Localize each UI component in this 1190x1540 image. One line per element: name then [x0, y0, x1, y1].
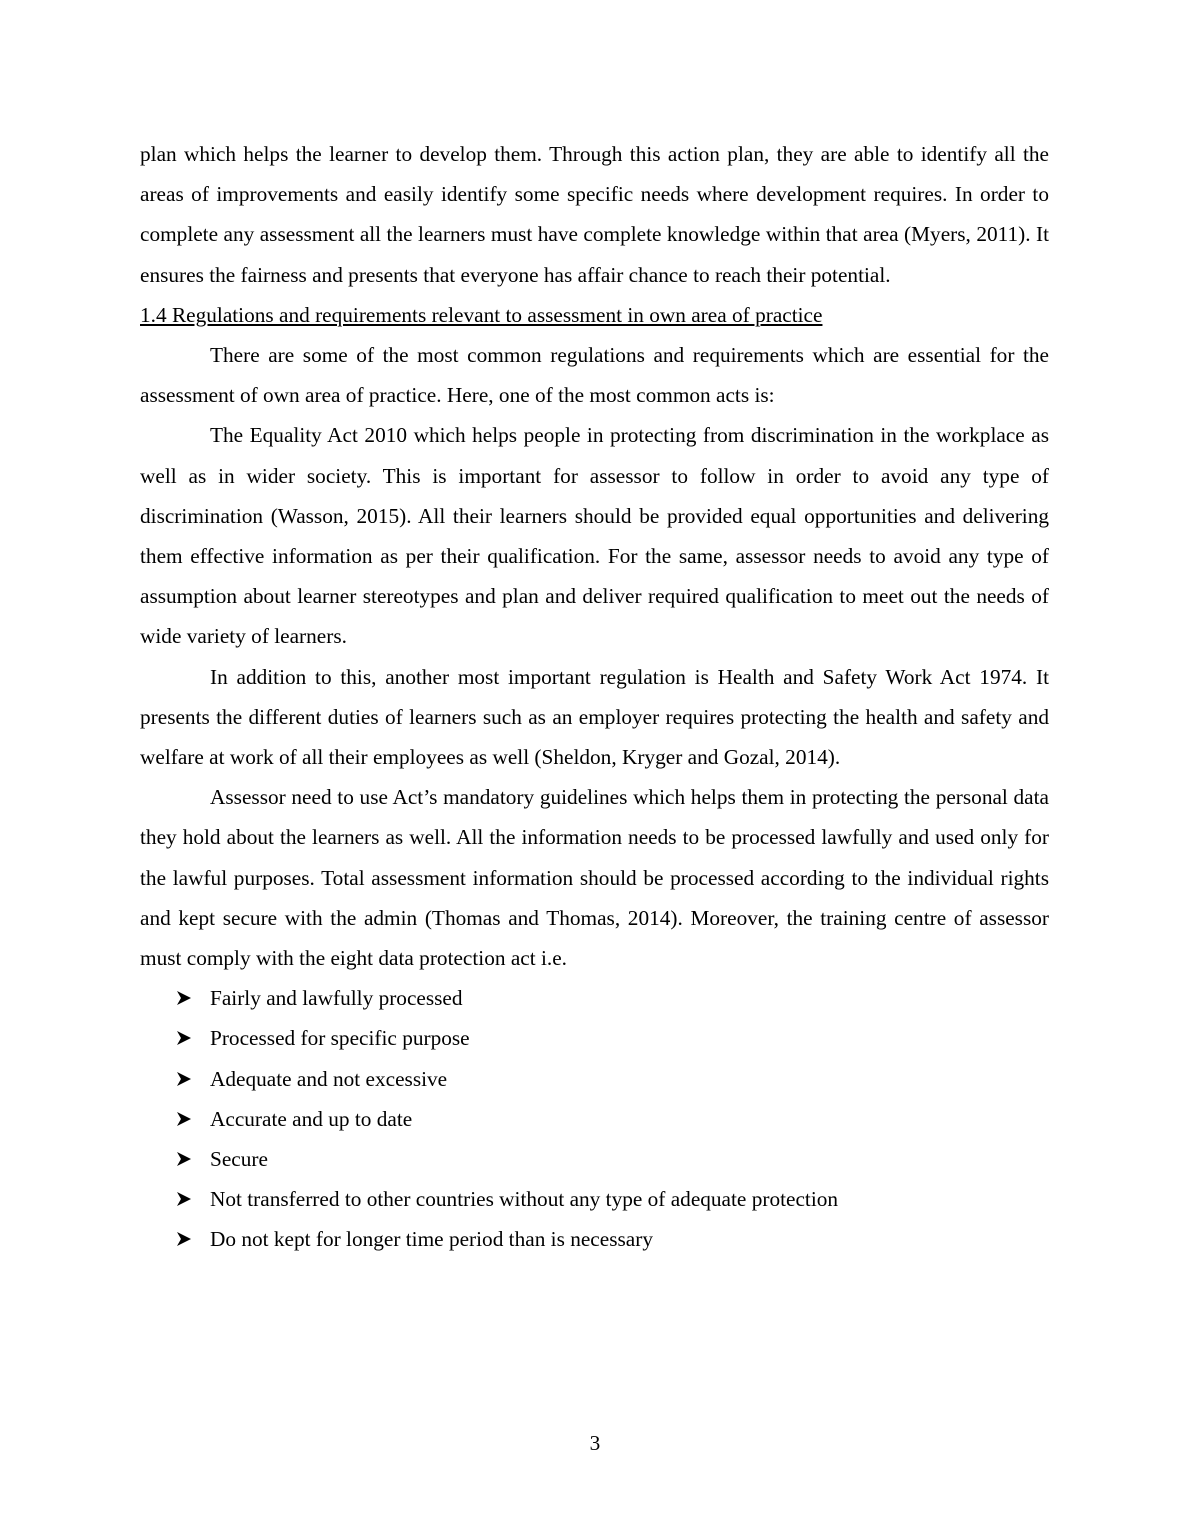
arrowhead-bullet-icon	[176, 1099, 196, 1139]
arrowhead-bullet-icon	[176, 1139, 196, 1179]
paragraph-continuation: plan which helps the learner to develop them. Through this action plan, they are able to identify all the areas of improvements and easily identify some specific needs where development requires. In order to complete any assessment all the learners must have complete knowledge within that area (Myers, 2011). It ensures the fairness and presents that everyone has affair chance to reach their potential.	[140, 142, 1049, 287]
arrowhead-bullet-icon	[176, 1059, 196, 1099]
arrowhead-bullet-icon	[176, 1018, 196, 1058]
page-number: 3	[589, 1431, 601, 1455]
paragraph-data-protection: Assessor need to use Act’s mandatory guidelines which helps them in protecting the personal data they hold about the learners as well. All the information needs to be processed lawfully and used only for the lawful purposes. Total assessment information should be processed according to the individual rights and kept secure with the admin (Thomas and Thomas, 2014). Moreover, the training centre of assessor must comply with the eight data protection act i.e.	[140, 785, 1049, 971]
list-item	[140, 1139, 1049, 1179]
section-heading: 1.4 Regulations and requirements relevant to assessment in own area of practice	[140, 302, 823, 327]
list-item-text: Do not kept for longer time period than is necessary	[210, 1227, 653, 1252]
bullet-list	[140, 978, 1049, 1259]
paragraph-intro: There are some of the most common regulations and requirements which are essential for the assessment of own area of practice. Here, one of the most common acts is:	[140, 343, 1049, 408]
list-item-text: Not transferred to other countries without any type of adequate protection	[210, 1187, 839, 1212]
list-item	[140, 1219, 1049, 1259]
list-item	[140, 1059, 1049, 1099]
list-item	[140, 1018, 1049, 1058]
arrowhead-bullet-icon	[176, 978, 196, 1018]
arrowhead-bullet-icon	[176, 1219, 196, 1259]
paragraph-health-safety: In addition to this, another most important regulation is Health and Safety Work Act 1974. It presents the different duties of learners such as an employer requires protecting the health and safety and welfare at work of all their employees as well (Sheldon, Kryger and Gozal, 2014).	[140, 664, 1049, 770]
list-item-text: Fairly and lawfully processed	[210, 986, 463, 1011]
paragraph-equality-act: The Equality Act 2010 which helps people in protecting from discrimination in the workplace as well as in wider society. This is important for assessor to follow in order to avoid any type of discrimination (Wasson, 2015). All their learners should be provided equal opportunities and delivering them effective information as per their qualification. For the same, assessor needs to avoid any type of assumption about learner stereotypes and plan and deliver required qualification to meet out the needs of wide variety of learners.	[140, 423, 1049, 649]
list-item-text: Adequate and not excessive	[210, 1066, 448, 1091]
list-item	[140, 1179, 1049, 1219]
arrowhead-bullet-icon	[176, 1179, 196, 1219]
list-item-text: Processed for specific purpose	[210, 1026, 470, 1051]
list-item	[140, 978, 1049, 1018]
list-item-text: Accurate and up to date	[210, 1106, 413, 1131]
list-item	[140, 1099, 1049, 1139]
list-item-text: Secure	[210, 1147, 268, 1172]
page-content	[140, 134, 1049, 1260]
